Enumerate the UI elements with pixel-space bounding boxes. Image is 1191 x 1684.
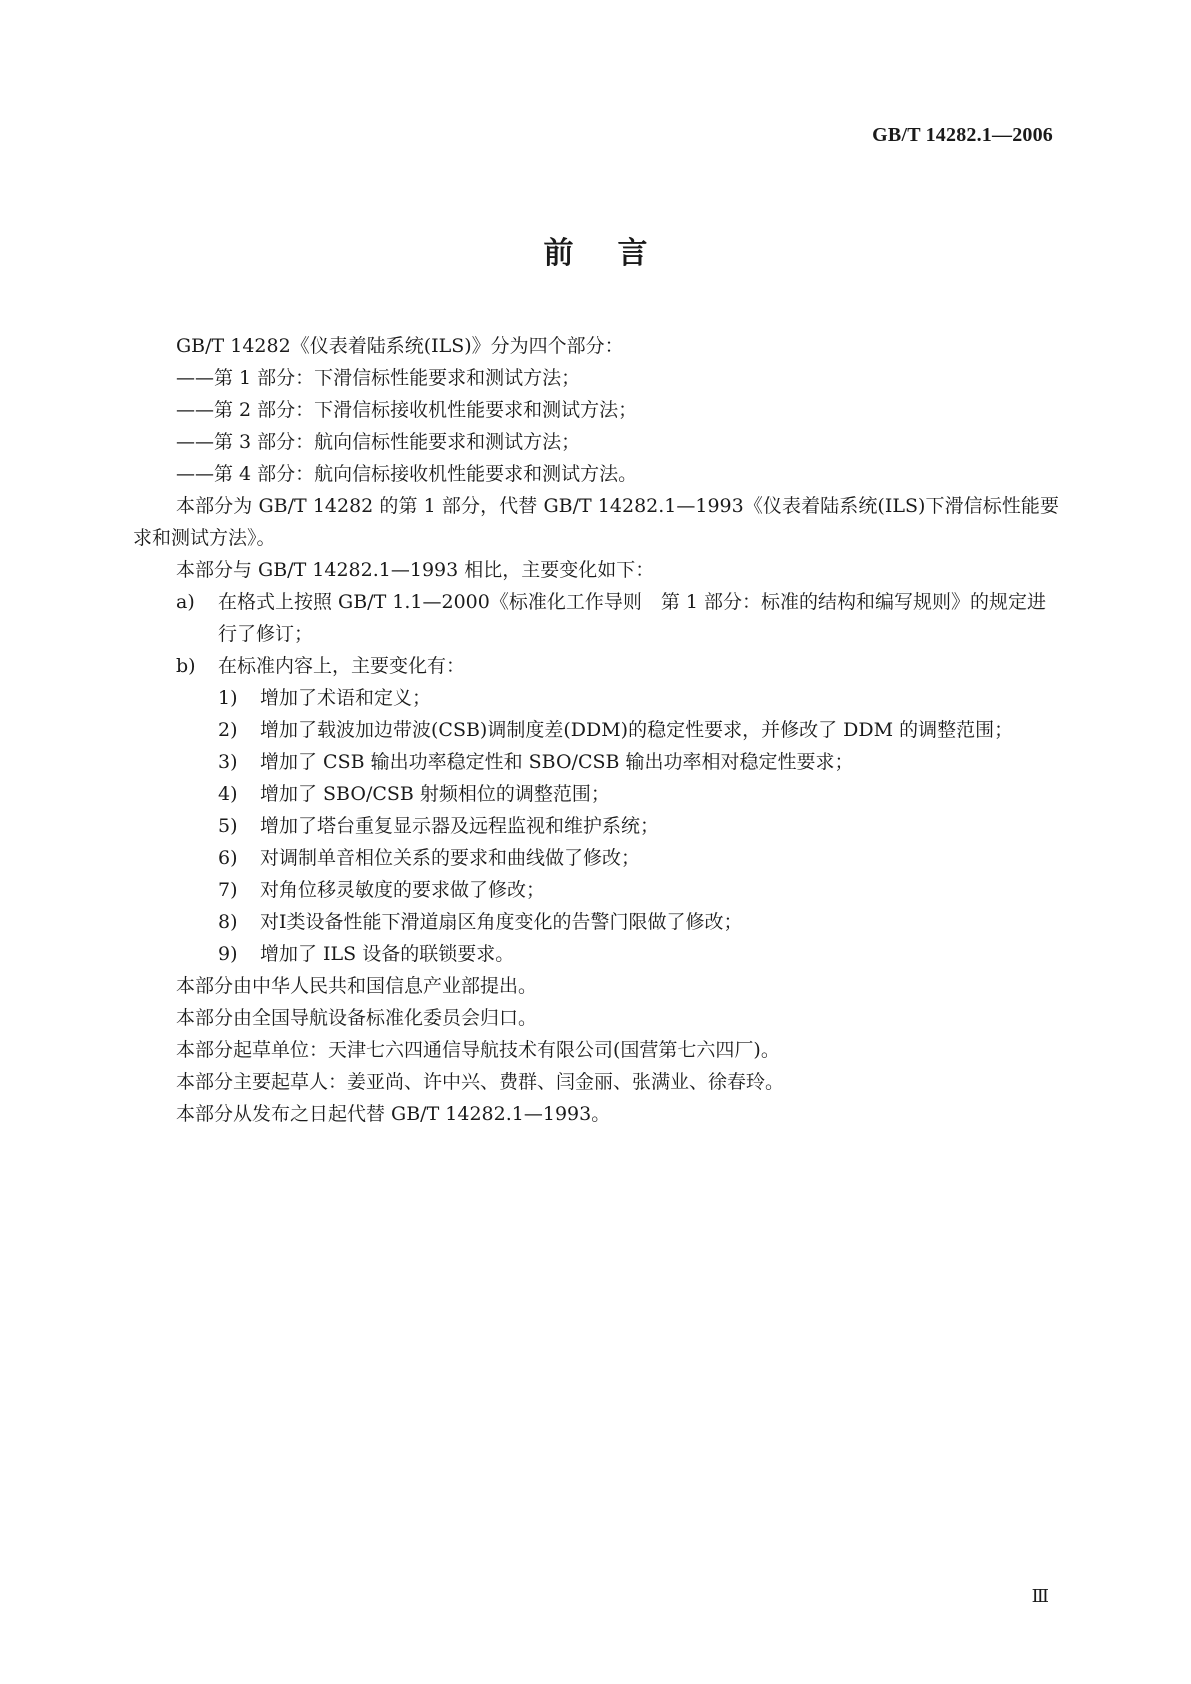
sub-change-item xyxy=(133,906,1059,938)
sub-change-text: 对Ⅰ类设备性能下滑道扇区角度变化的告警门限做了修改； xyxy=(260,911,743,933)
list-marker: 2) xyxy=(218,719,238,741)
changes-intro: 本部分与 GB/T 14282.1—1993 相比，主要变化如下： xyxy=(176,559,655,581)
sub-change-item xyxy=(133,778,1059,810)
change-item-b xyxy=(133,650,1059,682)
list-marker: 6) xyxy=(218,847,238,869)
sub-change-text: 增加了 CSB 输出功率稳定性和 SBO/CSB 输出功率相对稳定性要求； xyxy=(260,751,854,773)
sub-change-text: 增加了载波加边带波(CSB)调制度差(DDM)的稳定性要求，并修改了 DDM 的调整范围； xyxy=(260,719,1014,741)
sub-change-item xyxy=(133,746,1059,778)
intro-paragraph: GB/T 14282《仪表着陆系统(ILS)》分为四个部分： xyxy=(176,335,624,357)
page-number: Ⅲ xyxy=(1031,1586,1049,1606)
managed-by: 本部分由全国导航设备标准化委员会归口。 xyxy=(176,1007,538,1029)
sub-change-text: 增加了 ILS 设备的联锁要求。 xyxy=(260,943,515,965)
sub-change-text: 增加了术语和定义； xyxy=(260,687,432,709)
list-marker: a) xyxy=(176,591,195,613)
proposed-by: 本部分由中华人民共和国信息产业部提出。 xyxy=(176,975,538,997)
list-marker: 1) xyxy=(218,687,238,709)
sub-change-item xyxy=(133,938,1059,970)
drafting-unit: 本部分起草单位：天津七六四通信导航技术有限公司(国营第七六四厂)。 xyxy=(176,1039,780,1061)
list-marker: 8) xyxy=(218,911,238,933)
change-item-a xyxy=(133,586,1059,650)
drafters: 本部分主要起草人：姜亚尚、许中兴、费群、闫金丽、张满业、徐春玲。 xyxy=(176,1071,785,1093)
supersedes: 本部分从发布之日起代替 GB/T 14282.1—1993。 xyxy=(176,1103,611,1125)
sub-change-item xyxy=(133,874,1059,906)
change-text: 在标准内容上，主要变化有： xyxy=(218,655,466,677)
part-item-3: ——第 3 部分：航向信标性能要求和测试方法； xyxy=(176,431,581,453)
list-marker: 4) xyxy=(218,783,238,805)
standard-number: GB/T 14282.1—2006 xyxy=(872,124,1053,146)
sub-change-text: 对角位移灵敏度的要求做了修改； xyxy=(260,879,546,901)
sub-change-text: 增加了 SBO/CSB 射频相位的调整范围； xyxy=(260,783,610,805)
part-item-1: ——第 1 部分：下滑信标性能要求和测试方法； xyxy=(176,367,581,389)
list-marker: b) xyxy=(176,655,196,677)
page-title: 前言 xyxy=(543,236,692,271)
sub-change-text: 对调制单音相位关系的要求和曲线做了修改； xyxy=(260,847,641,869)
sub-change-item xyxy=(133,714,1059,746)
sub-change-text: 增加了塔台重复显示器及远程监视和维护系统； xyxy=(260,815,660,837)
sub-change-item xyxy=(133,842,1059,874)
list-marker: 3) xyxy=(218,751,238,773)
list-marker: 9) xyxy=(218,943,238,965)
part-item-4: ——第 4 部分：航向信标接收机性能要求和测试方法。 xyxy=(176,463,638,485)
list-marker: 5) xyxy=(218,815,238,837)
change-text: 在格式上按照 GB/T 1.1—2000《标准化工作导则 第 1 部分：标准的结构和编写规则》的规定进行了修订； xyxy=(218,591,1047,645)
foreword-body xyxy=(133,330,1059,1130)
replace-statement: 本部分为 GB/T 14282 的第 1 部分，代替 GB/T 14282.1—1993《仪表着陆系统(ILS)下滑信标性能要求和测试方法》。 xyxy=(133,495,1059,549)
sub-change-item xyxy=(133,810,1059,842)
sub-change-item xyxy=(133,682,1059,714)
list-marker: 7) xyxy=(218,879,238,901)
part-item-2: ——第 2 部分：下滑信标接收机性能要求和测试方法； xyxy=(176,399,638,421)
